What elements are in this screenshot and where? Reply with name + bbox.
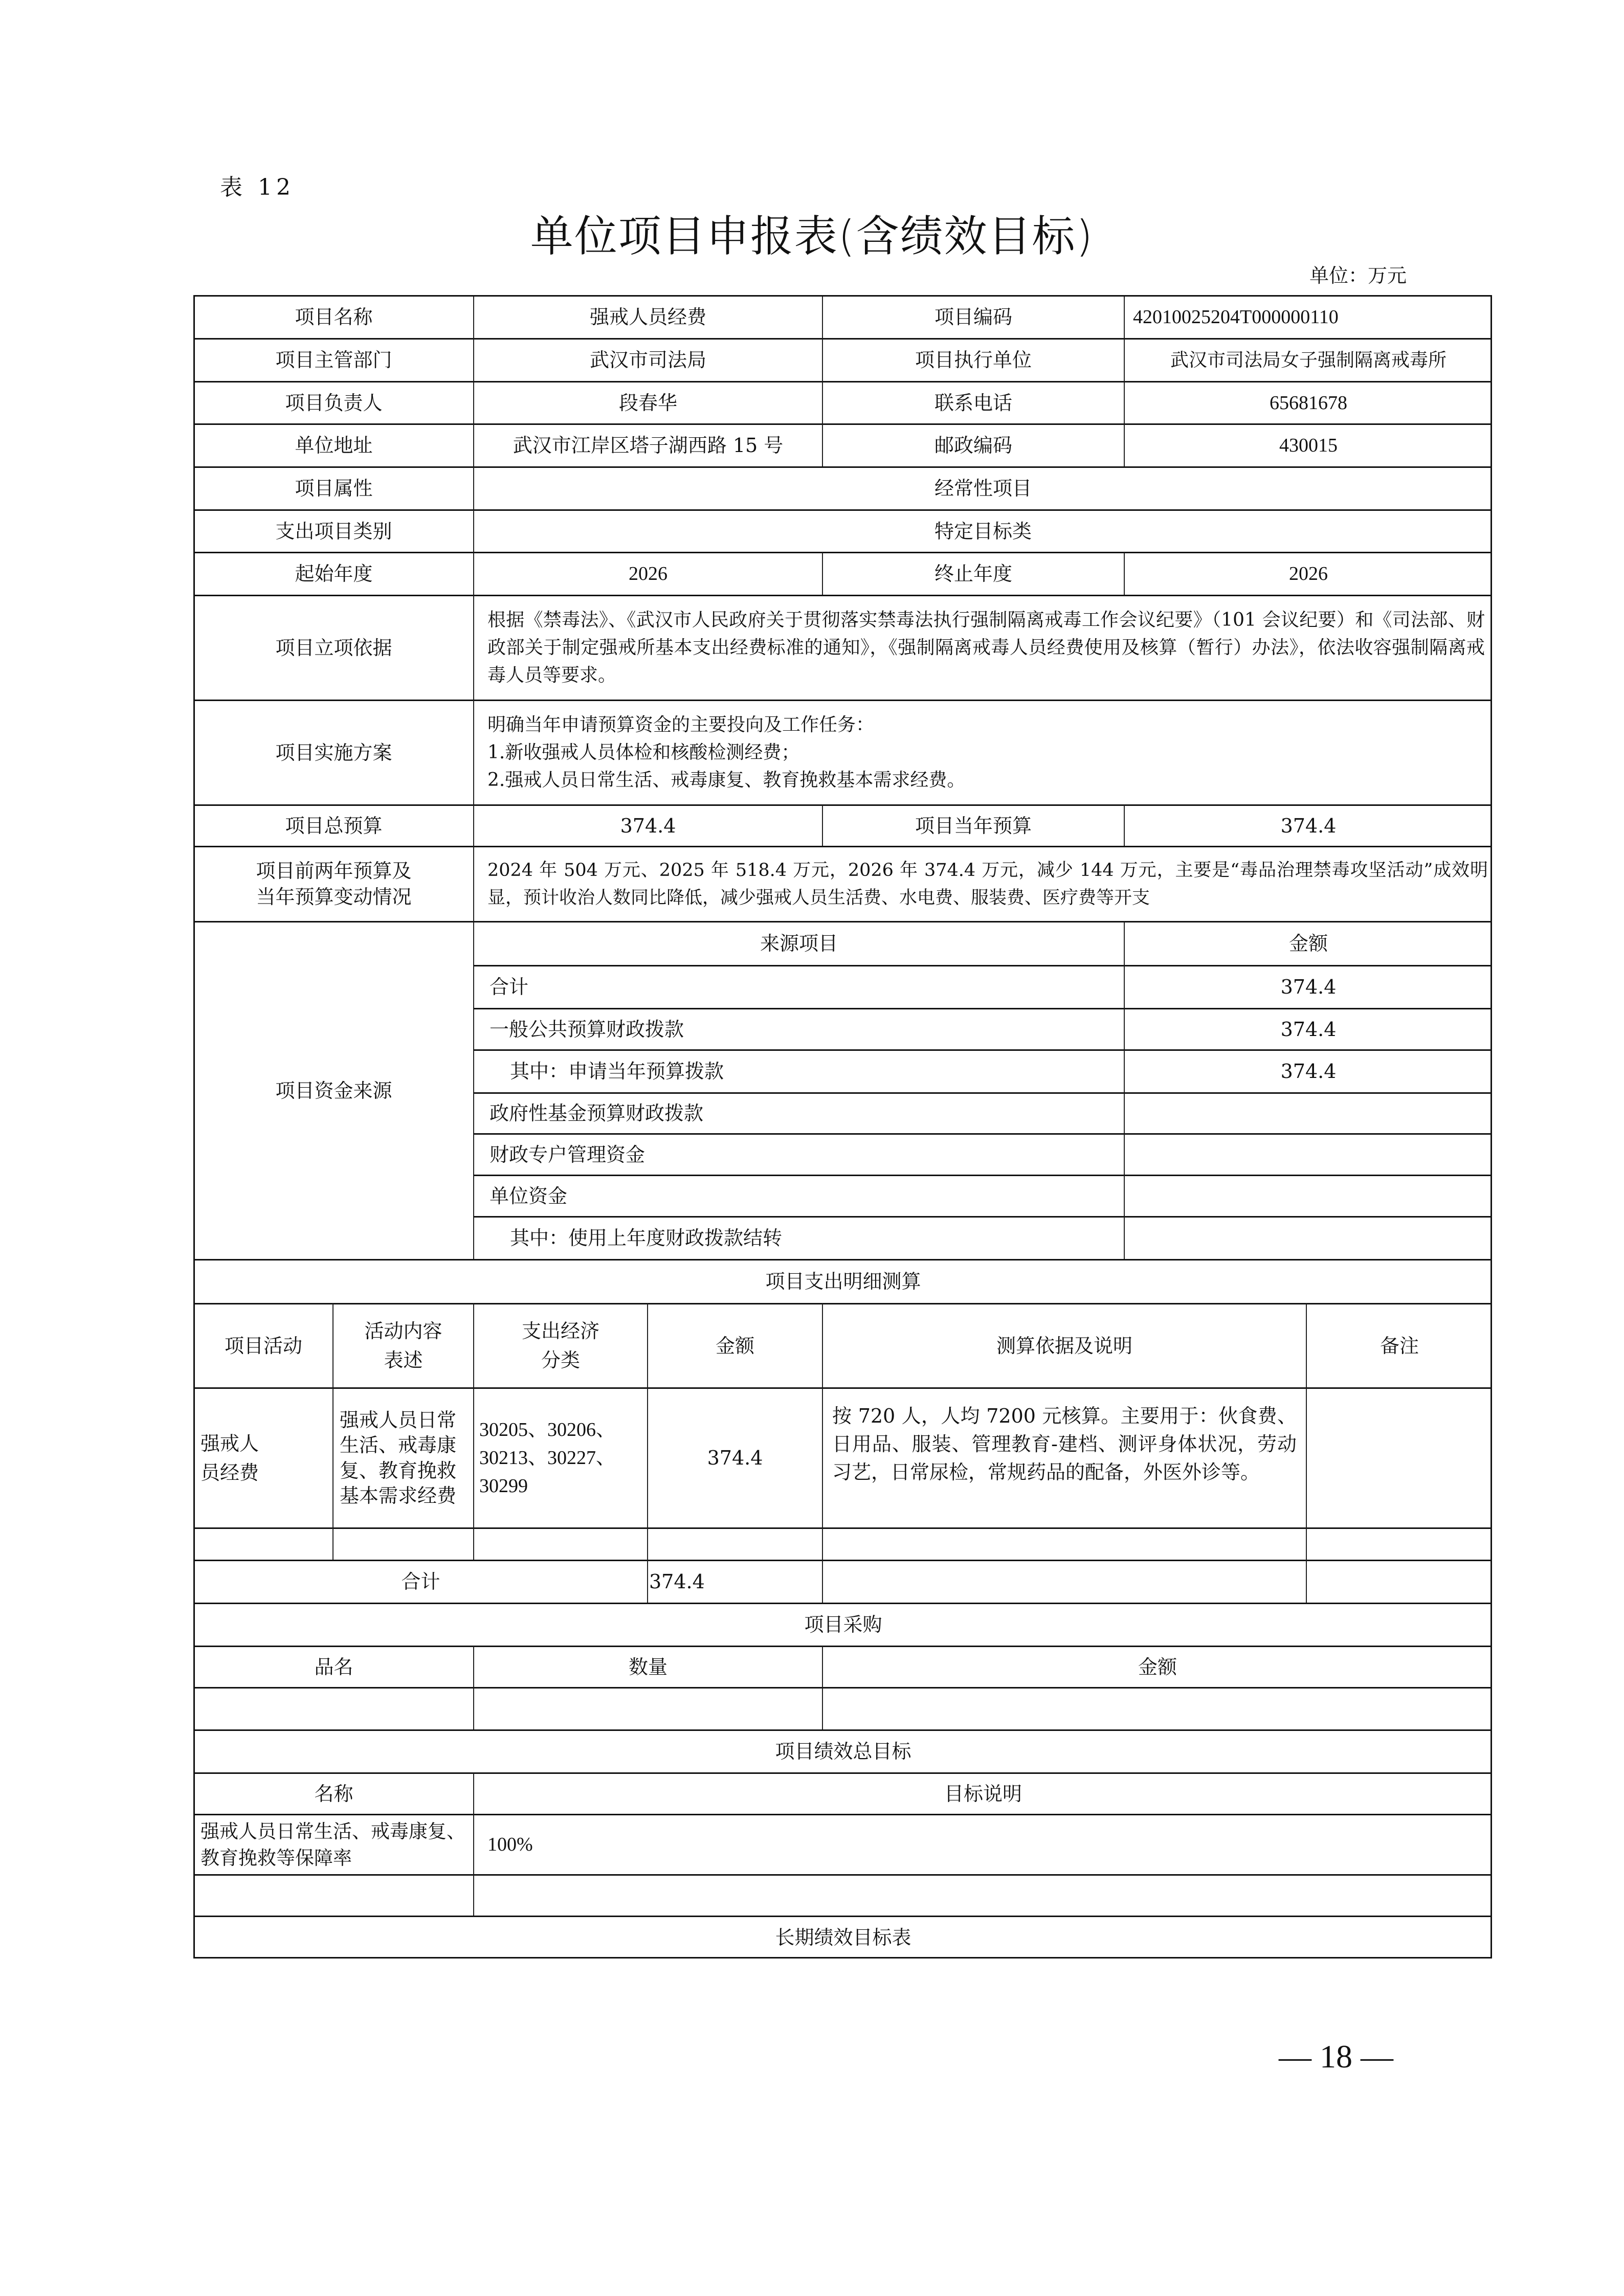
- content-text: 强戒人员日常生活、戒毒康复、教育挽救基本需求经费: [340, 1408, 457, 1507]
- header-text: 数量: [628, 1655, 668, 1678]
- source-text: 单位资金: [490, 1184, 568, 1207]
- detail-empty-cell: [473, 1527, 647, 1560]
- page-number: — 18 —: [1279, 2038, 1393, 2075]
- value-year-budget: [1124, 804, 1492, 846]
- label-project-name: [193, 295, 473, 338]
- label-text: 当年预算变动情况: [256, 886, 412, 908]
- label-text: 项目执行单位: [915, 349, 1032, 371]
- header-text: 金额: [715, 1334, 754, 1357]
- header-text: 来源项目: [760, 932, 838, 955]
- amount-text: 374.4: [1280, 976, 1337, 998]
- detail-total-empty: [1306, 1560, 1492, 1603]
- label-lead: [193, 381, 473, 423]
- header-text: 项目活动: [224, 1334, 302, 1357]
- funding-row-source: [473, 1216, 1124, 1259]
- label-text: 终止年度: [934, 562, 1012, 585]
- label-total-budget: [193, 804, 473, 846]
- source-text: 其中：使用上年度财政拨款结转: [510, 1227, 783, 1249]
- value-project-name: [473, 295, 822, 338]
- name-text: 强戒人员日常生活、戒毒康复、教育挽救等保障率: [201, 1820, 465, 1869]
- label-zip: [822, 423, 1124, 466]
- detail-empty-cell: [332, 1527, 473, 1560]
- performance-empty-cell: [473, 1874, 1492, 1916]
- value-budget-change: [473, 846, 1492, 921]
- performance-header-desc: [473, 1772, 1492, 1814]
- procurement-empty-cell: [822, 1687, 1492, 1729]
- funding-row-source: [473, 1092, 1124, 1133]
- detail-empty-cell: [822, 1527, 1306, 1560]
- value-text: 经常性项目: [934, 477, 1032, 500]
- amount-text: 374.4: [1280, 1060, 1337, 1083]
- performance-header-name: [193, 1772, 473, 1814]
- header-text: 品名: [314, 1655, 353, 1678]
- value-project-code: [1124, 295, 1492, 338]
- funding-row-amount: [1124, 1092, 1492, 1133]
- value-text: 374.4: [1280, 814, 1337, 837]
- label-text: 起始年度: [295, 562, 373, 585]
- value-lead: [473, 381, 822, 423]
- section-title-text: 长期绩效目标表: [775, 1926, 911, 1949]
- funding-row-source: [473, 1008, 1124, 1049]
- label-project-code: [822, 295, 1124, 338]
- value-plan: [473, 700, 1492, 804]
- value-text: 42010025204T000000110: [1133, 306, 1339, 328]
- value-text: 武汉市江岸区塔子湖西路 15 号: [513, 434, 784, 457]
- detail-header-amount: [647, 1303, 822, 1387]
- procurement-empty-cell: [193, 1687, 473, 1729]
- change-text: 2024 年 504 万元、2025 年 518.4 万元，2026 年 374.4 万元，减少 144 万元，主要是“毒品治理禁毒攻坚活动”成效明显，预计收治人数同比降低，减少强戒人员生活费、水电费、服装费、医疗费等开支: [487, 860, 1488, 908]
- value-end-year: [1124, 552, 1492, 595]
- value-address: [473, 423, 822, 466]
- label-dept: [193, 338, 473, 381]
- page-title: 单位项目申报表(含绩效目标): [530, 211, 1094, 261]
- value-text: 374.4: [620, 814, 676, 837]
- funding-row-amount: [1124, 1049, 1492, 1092]
- value-zip: [1124, 423, 1492, 466]
- value-expense-type: [473, 509, 1492, 552]
- value-text: 2026: [1289, 563, 1328, 584]
- procurement-header-qty: [473, 1646, 822, 1687]
- header-text: 支出经济: [521, 1320, 599, 1342]
- procurement-header-amount: [822, 1646, 1492, 1687]
- value-attribute: [473, 466, 1492, 509]
- label-start-year: [193, 552, 473, 595]
- header-text: 备注: [1380, 1334, 1419, 1357]
- detail-header-econ: [473, 1303, 647, 1387]
- label-exec-unit: [822, 338, 1124, 381]
- table-number: 表 12: [220, 174, 295, 200]
- source-text: 政府性基金预算财政拨款: [490, 1102, 704, 1124]
- label-budget-change: [193, 846, 473, 921]
- value-exec-unit: [1124, 338, 1492, 381]
- amount-text: 374.4: [1280, 1018, 1337, 1041]
- label-expense-type: [193, 509, 473, 552]
- detail-row-content: [332, 1387, 473, 1527]
- label-text: 项目资金来源: [275, 1079, 392, 1102]
- detail-header-content: [332, 1303, 473, 1387]
- performance-section-title: [193, 1729, 1492, 1772]
- label-text: 项目当年预算: [915, 814, 1032, 837]
- performance-row-name: [193, 1814, 473, 1874]
- detail-row-econ: [473, 1387, 647, 1527]
- label-text: 单位地址: [295, 434, 373, 457]
- detail-empty-cell: [1306, 1527, 1492, 1560]
- detail-total-empty: [822, 1560, 1306, 1603]
- label-text: 项目前两年预算及: [256, 859, 412, 882]
- source-text: 合计: [490, 976, 529, 998]
- section-title-text: 项目采购: [804, 1613, 882, 1636]
- header-text: 目标说明: [944, 1782, 1022, 1805]
- activity-text: 强戒人员经费: [201, 1432, 259, 1484]
- funding-row-amount: [1124, 965, 1492, 1008]
- total-label-text: 合计: [401, 1570, 440, 1593]
- basis-text: 按 720 人，人均 7200 元核算。主要用于：伙食费、日用品、服装、管理教育-建档、测评身体状况，劳动习艺，日常尿检，常规药品的配备，外医外诊等。: [832, 1405, 1297, 1484]
- detail-row-basis: [822, 1387, 1306, 1527]
- value-text: 武汉市司法局女子强制隔离戒毒所: [1170, 349, 1447, 371]
- value-text: 武汉市司法局: [589, 349, 706, 371]
- header-text: 名称: [314, 1782, 353, 1805]
- section-title-text: 项目支出明细测算: [765, 1270, 921, 1293]
- detail-row-remark: [1306, 1387, 1492, 1527]
- performance-empty-cell: [193, 1874, 473, 1916]
- detail-empty-cell: [647, 1527, 822, 1560]
- detail-total-label: [193, 1560, 647, 1603]
- label-phone: [822, 381, 1124, 423]
- value-text: 强戒人员经费: [589, 306, 706, 328]
- label-text: 支出项目类别: [275, 520, 392, 543]
- funding-row-amount: [1124, 1175, 1492, 1216]
- total-amount-text: 374.4: [649, 1570, 705, 1593]
- detail-empty-cell: [193, 1527, 332, 1560]
- header-text: 金额: [1138, 1655, 1177, 1678]
- label-text: 项目立项依据: [275, 636, 392, 659]
- funding-row-amount: [1124, 1008, 1492, 1049]
- section-title-text: 项目绩效总目标: [775, 1740, 911, 1763]
- plan-text: [474, 707, 970, 798]
- plan-line: 1.新收强戒人员体检和核酸检测经费；: [487, 742, 800, 763]
- header-text: 表述: [384, 1349, 423, 1371]
- label-plan: [193, 700, 473, 804]
- label-attribute: [193, 466, 473, 509]
- label-text: 邮政编码: [934, 434, 1012, 457]
- label-year-budget: [822, 804, 1124, 846]
- funding-header-source: [473, 921, 1124, 965]
- funding-row-source: [473, 1175, 1124, 1216]
- value-basis: [473, 595, 1492, 700]
- label-end-year: [822, 552, 1124, 595]
- plan-line: 2.强戒人员日常生活、戒毒康复、教育挽救基本需求经费。: [487, 770, 966, 791]
- label-text: 项目名称: [295, 306, 373, 328]
- value-text: 430015: [1279, 435, 1338, 456]
- value-total-budget: [473, 804, 822, 846]
- header-text: 活动内容: [364, 1320, 442, 1342]
- value-text: 特定目标类: [934, 520, 1032, 543]
- funding-row-source: [473, 965, 1124, 1008]
- label-text: 项目主管部门: [275, 349, 392, 371]
- detail-header-basis: [822, 1303, 1306, 1387]
- source-text: 一般公共预算财政拨款: [490, 1018, 684, 1041]
- procurement-header-name: [193, 1646, 473, 1687]
- plan-line: 明确当年申请预算资金的主要投向及工作任务：: [487, 714, 875, 735]
- econ-text: 30205、30206、30213、30227、30299: [479, 1419, 616, 1497]
- label-address: [193, 423, 473, 466]
- label-basis: [193, 595, 473, 700]
- label-text: 项目编码: [934, 306, 1012, 328]
- header-text: 分类: [541, 1349, 580, 1371]
- funding-header-amount: [1124, 921, 1492, 965]
- label-text: 项目总预算: [285, 814, 383, 837]
- label-text: 项目属性: [295, 477, 373, 500]
- funding-row-amount: [1124, 1216, 1492, 1259]
- detail-section-title: [193, 1259, 1492, 1303]
- value-text: 65681678: [1270, 392, 1347, 414]
- basis-text: 根据《禁毒法》、《武汉市人民政府关于贯彻落实禁毒法执行强制隔离戒毒工作会议纪要》（101 会议纪要）和《司法部、财政部关于制定强戒所基本支出经费标准的通知》，《强制隔离戒毒人员经费使用及核算（暂行）办法》，依法收容强制隔离戒毒人员等要求。: [487, 610, 1485, 686]
- source-text: 财政专户管理资金: [490, 1143, 646, 1166]
- unit-label: 单位：万元: [1309, 264, 1407, 287]
- detail-header-activity: [193, 1303, 332, 1387]
- detail-total-amount: [647, 1560, 822, 1603]
- amount-text: 374.4: [707, 1447, 763, 1469]
- value-phone: [1124, 381, 1492, 423]
- label-text: 项目实施方案: [275, 741, 392, 764]
- detail-row-amount: [647, 1387, 822, 1527]
- procurement-empty-cell: [473, 1687, 822, 1729]
- value-text: 2026: [629, 563, 668, 584]
- value-text: 段春华: [618, 391, 677, 414]
- funding-row-source: [473, 1133, 1124, 1175]
- detail-header-remark: [1306, 1303, 1492, 1387]
- detail-row-activity: [193, 1387, 332, 1527]
- value-start-year: [473, 552, 822, 595]
- funding-row-amount: [1124, 1133, 1492, 1175]
- label-funding: [193, 921, 473, 1259]
- procurement-section-title: [193, 1603, 1492, 1646]
- value-dept: [473, 338, 822, 381]
- label-text: 项目负责人: [285, 391, 383, 414]
- desc-text: 100%: [487, 1834, 533, 1855]
- label-text: 联系电话: [934, 391, 1012, 414]
- source-text: 其中：申请当年预算拨款: [510, 1060, 724, 1083]
- header-text: 金额: [1288, 932, 1328, 955]
- performance-row-desc: [473, 1814, 1492, 1874]
- funding-row-source: [473, 1049, 1124, 1092]
- header-text: 测算依据及说明: [996, 1334, 1132, 1357]
- long-term-title: [193, 1916, 1492, 1959]
